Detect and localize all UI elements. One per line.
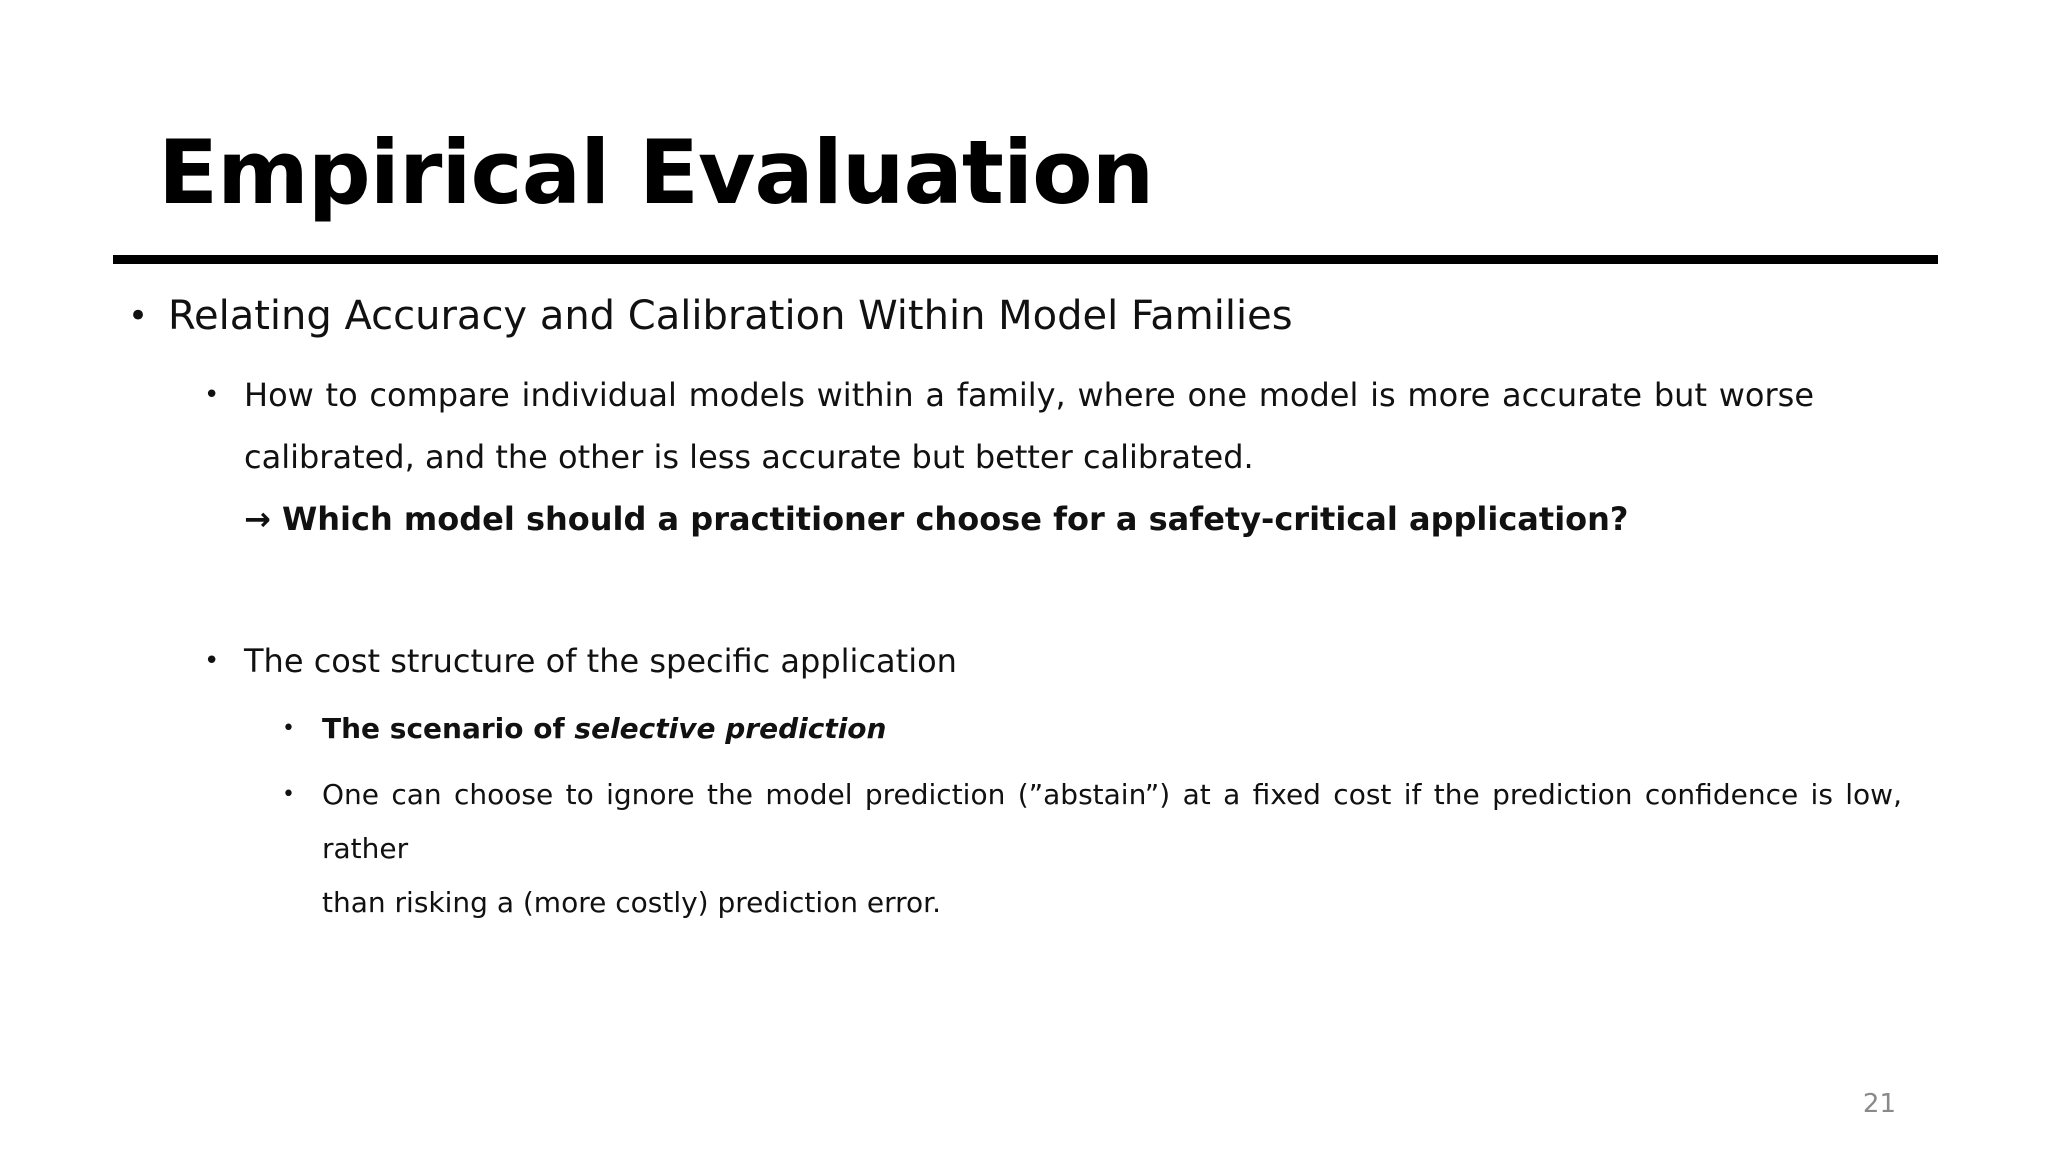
- compare-line-2: calibrated, and the other is less accurate but better calibrated.: [244, 438, 1254, 476]
- selective-prediction-term: selective prediction: [574, 712, 887, 745]
- abstain-line-1: One can choose to ignore the model prediction (”abstain”) at a fixed cost if the prediction confidence is low, rather: [322, 778, 1902, 865]
- abstain-text: [322, 768, 1902, 930]
- bullet-marker: •: [204, 380, 220, 410]
- compare-line-1: How to compare individual models within a family, where one model is more accurate but worse: [244, 376, 1814, 414]
- abstain-line-2: than risking a (more costly) prediction error.: [322, 886, 941, 919]
- compare-text: [244, 364, 1814, 550]
- scenario-text: [322, 702, 1902, 756]
- bullet-level3-abstain: [282, 768, 1902, 930]
- bullet-marker: •: [204, 646, 220, 676]
- section-heading: Relating Accuracy and Calibration Within Model Families: [168, 293, 1293, 339]
- page-number: 21: [1862, 1089, 1896, 1119]
- scenario-prefix: The scenario of: [322, 712, 575, 745]
- slide-title: Empirical Evaluation: [158, 121, 1154, 224]
- bullet-level2-compare: [204, 364, 1844, 550]
- cost-structure-text: The cost structure of the specific application: [244, 642, 957, 680]
- bullet-marker: •: [282, 716, 295, 741]
- bullet-level2-cost: [204, 630, 1844, 692]
- bullet-level1: [128, 288, 1908, 344]
- bullet-level3-scenario: [282, 702, 1902, 756]
- bullet-marker: •: [128, 296, 149, 336]
- practitioner-question: → Which model should a practitioner choose for a safety-critical application?: [244, 500, 1629, 538]
- bullet-marker: •: [282, 782, 295, 807]
- title-divider: [113, 255, 1938, 264]
